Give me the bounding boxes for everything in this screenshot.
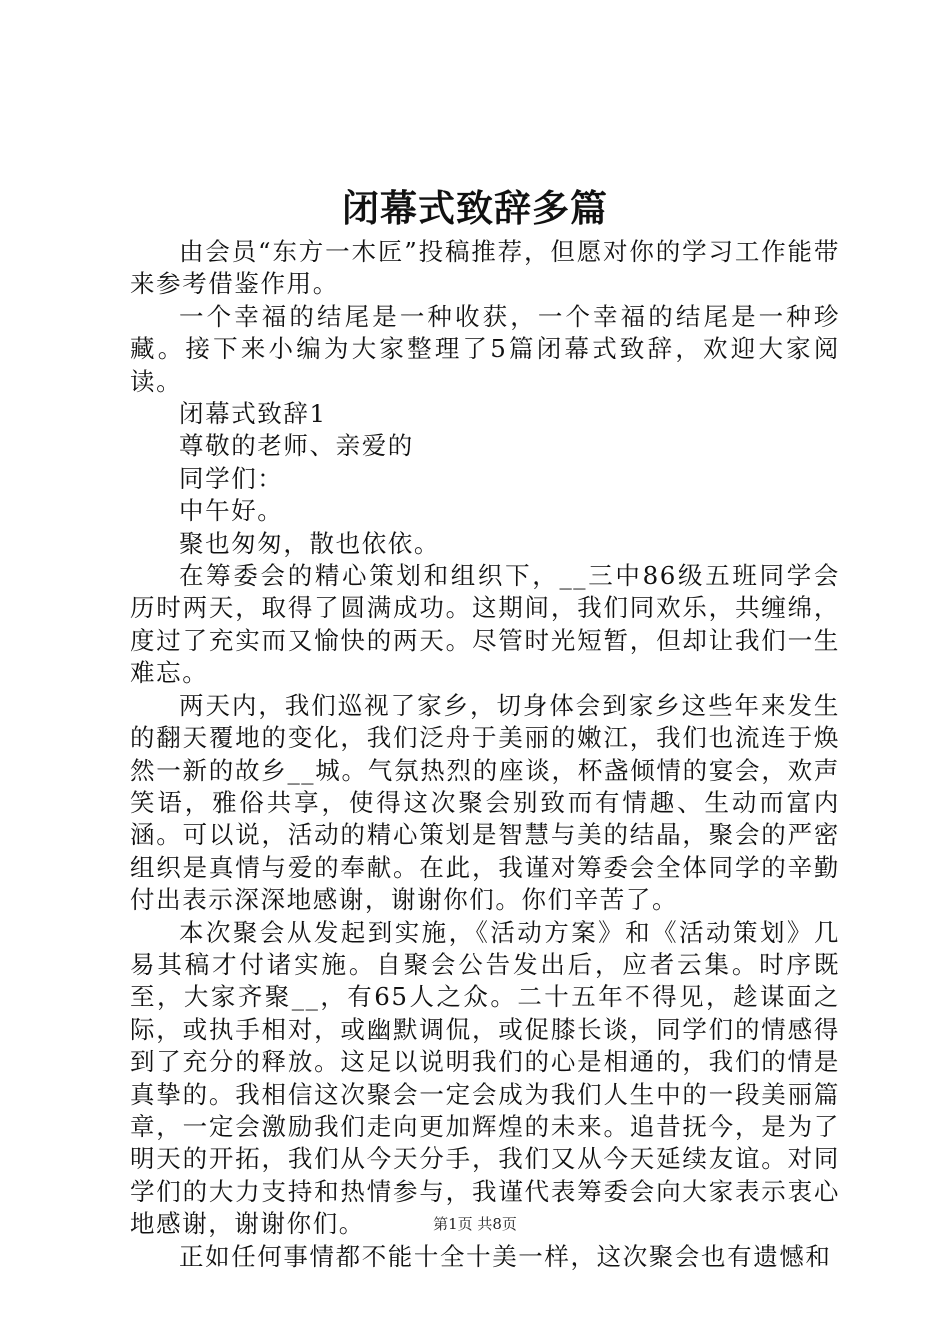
paragraph: 正如任何事情都不能十全十美一样，这次聚会也有遗憾和 bbox=[179, 1241, 832, 1271]
paragraph: 两天内，我们巡视了家乡，切身体会到家乡这些年来发生的翻天覆地的变化，我们泛舟于美丽的嫩江，我们也流连于焕然一新的故乡__城。气氛热烈的座谈，杯盏倾情的宴会，欢声笑语，雅俗共享，使得这次聚会别致而有情趣、生动而富内涵。可以说，活动的精心策划是智慧与美的结晶，聚会的严密组织是真情与爱的奉献。在此，我谨对筹委会全体同学的辛勤付出表示深深地感谢，谢谢你们。你们辛苦了。 bbox=[130, 690, 840, 915]
section-heading: 闭幕式致辞1 bbox=[179, 399, 327, 429]
salutation-line: 尊敬的老师、亲爱的 bbox=[179, 431, 414, 461]
paragraph: 由会员“东方一木匠”投稿推荐，但愿对你的学习工作能带来参考借鉴作用。 bbox=[130, 237, 840, 299]
salutation-line: 同学们： bbox=[179, 463, 284, 493]
paragraph: 本次聚会从发起到实施，《活动方案》和《活动策划》几易其稿才付诸实施。自聚会公告发出后，应者云集。时序既至，大家齐聚__，有65人之众。二十五年不得见，趁谋面之际，或执手相对，或幽默调侃，或促膝长谈，同学们的情感得到了充分的释放。这足以说明我们的心是相通的，我们的情是真挚的。我相信这次聚会一定会成为我们人生中的一段美丽篇章，一定会激励我们走向更加辉煌的未来。追昔抚今，是为了明天的开拓，我们从今天分手，我们又从今天延续友谊。对同学们的大力支持和热情参与，我谨代表筹委会向大家表示衷心地感谢，谢谢你们。 bbox=[130, 917, 840, 1239]
paragraph: 聚也匆匆，散也依依。 bbox=[179, 528, 440, 558]
paragraph: 一个幸福的结尾是一种收获，一个幸福的结尾是一种珍藏。接下来小编为大家整理了5篇闭幕式致辞，欢迎大家阅读。 bbox=[130, 301, 840, 396]
page-title: 闭幕式致辞多篇 bbox=[342, 186, 608, 230]
paragraph: 在筹委会的精心策划和组织下，__三中86级五班同学会历时两天，取得了圆满成功。这期间，我们同欢乐，共缠绵，度过了充实而又愉快的两天。尽管时光短暂，但却让我们一生难忘。 bbox=[130, 561, 840, 688]
greeting-line: 中午好。 bbox=[179, 496, 284, 526]
document-body bbox=[130, 236, 840, 1273]
page-footer: 第1页 共8页 bbox=[433, 1215, 517, 1233]
